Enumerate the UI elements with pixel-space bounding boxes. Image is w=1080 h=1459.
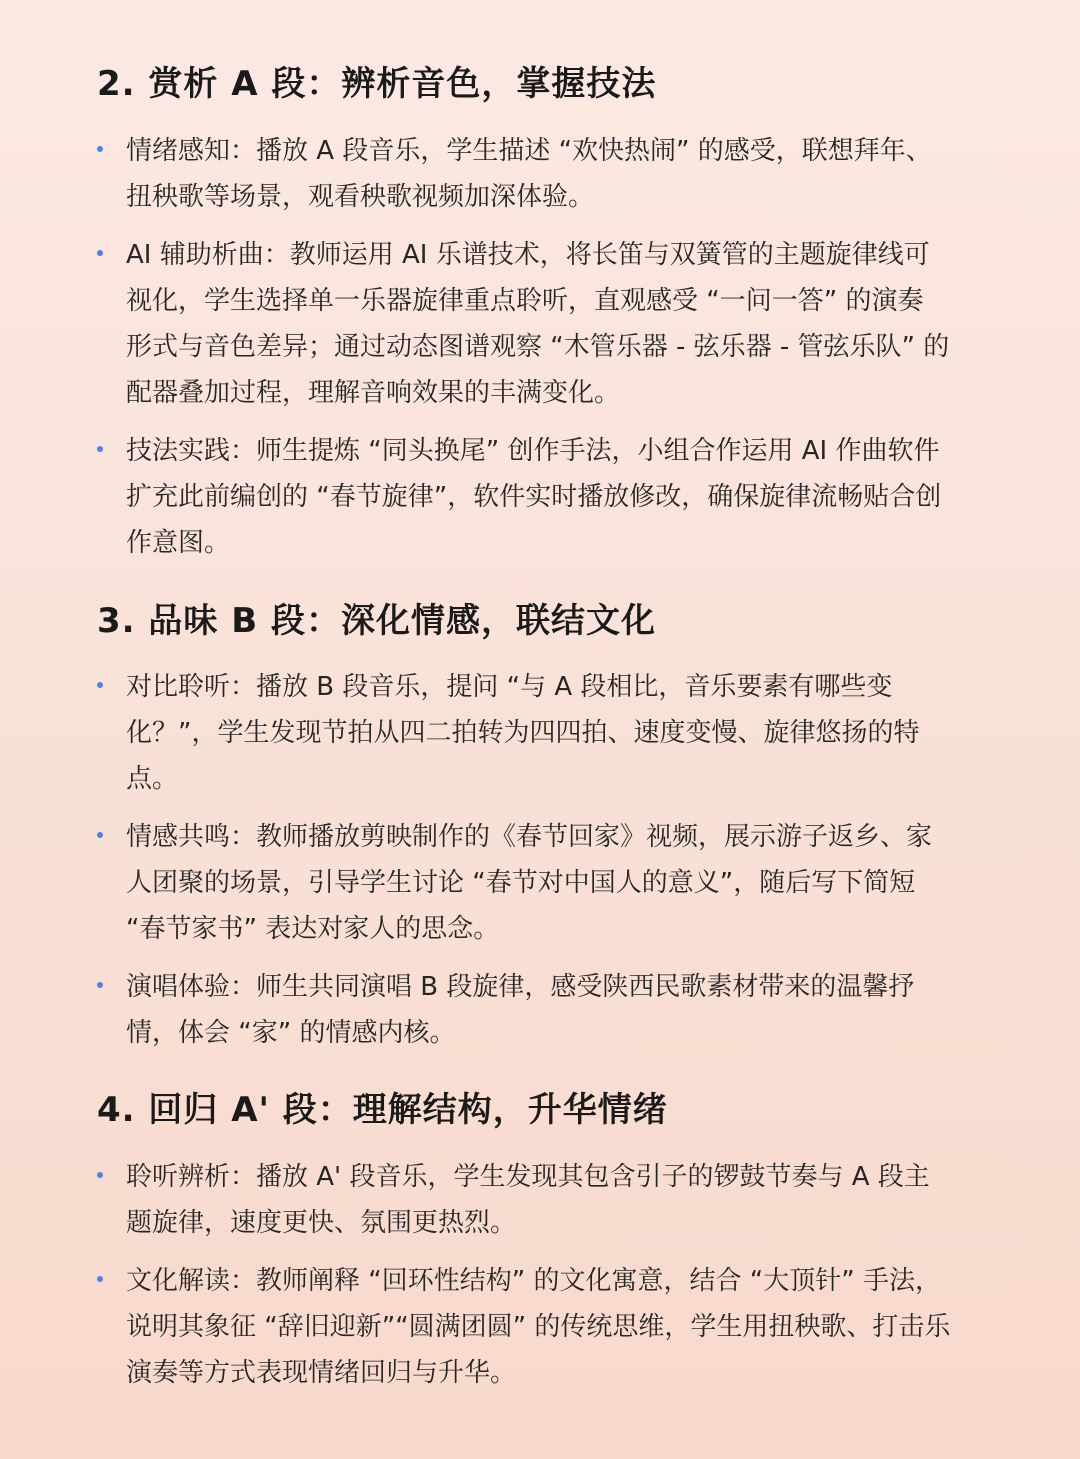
text-line: 化？”，学生发现节拍从四二拍转为四四拍、速度变慢、旋律悠扬的特 xyxy=(126,718,920,748)
bullet-icon xyxy=(97,250,103,256)
text-line: 对比聆听：播放 B 段音乐，提问 “与 A 段相比，音乐要素有哪些变 xyxy=(126,672,893,702)
bullet-icon xyxy=(97,146,103,152)
text-line: “春节家书” 表达对家人的思念。 xyxy=(126,914,500,944)
text-line: 文化解读：教师阐释 “回环性结构” 的文化寓意，结合 “大顶针” 手法， xyxy=(126,1266,941,1296)
bullet-icon xyxy=(97,832,103,838)
text-line: 扩充此前编创的 “春节旋律”，软件实时播放修改，确保旋律流畅贴合创 xyxy=(126,482,942,512)
list-item-text xyxy=(126,964,1006,1056)
text-line: 配器叠加过程，理解音响效果的丰满变化。 xyxy=(126,378,621,408)
text-line: 说明其象征 “辞旧迎新”“圆满团圆” 的传统思维，学生用扭秧歌、打击乐 xyxy=(126,1312,951,1342)
list-item-text xyxy=(126,232,1006,416)
section-title: 4. 回归 A' 段：理解结构，升华情绪 xyxy=(97,1090,668,1130)
list-item-text xyxy=(126,1258,1006,1396)
bullet-icon xyxy=(97,682,103,688)
section-title: 3. 品味 B 段：深化情感，联结文化 xyxy=(97,601,656,641)
list-item-text xyxy=(126,128,1006,220)
list-item-text xyxy=(126,1154,1006,1246)
list-item-text xyxy=(126,428,1006,566)
text-line: 点。 xyxy=(126,764,179,794)
text-line: 形式与音色差异；通过动态图谱观察 “木管乐器 - 弦乐器 - 管弦乐队” 的 xyxy=(126,332,950,362)
text-line: 情，体会 “家” 的情感内核。 xyxy=(126,1018,456,1048)
text-line: 作意图。 xyxy=(126,528,231,558)
text-line: 聆听辨析：播放 A' 段音乐，学生发现其包含引子的锣鼓节奏与 A 段主 xyxy=(126,1162,930,1192)
text-line: 题旋律，速度更快、氛围更热烈。 xyxy=(126,1208,517,1238)
text-line: 情感共鸣：教师播放剪映制作的《春节回家》视频，展示游子返乡、家 xyxy=(126,822,933,852)
list-item-text xyxy=(126,664,1006,802)
text-line: 情绪感知：播放 A 段音乐，学生描述 “欢快热闹” 的感受，联想拜年、 xyxy=(126,136,932,166)
text-line: 技法实践：师生提炼 “同头换尾” 创作手法，小组合作运用 AI 作曲软件 xyxy=(126,436,940,466)
text-line: 视化，学生选择单一乐器旋律重点聆听，直观感受 “一问一答” 的演奏 xyxy=(126,286,924,316)
list-item-text xyxy=(126,814,1006,952)
text-line: AI 辅助析曲：教师运用 AI 乐谱技术，将长笛与双簧管的主题旋律线可 xyxy=(126,240,930,270)
text-line: 扭秧歌等场景，观看秧歌视频加深体验。 xyxy=(126,182,595,212)
bullet-icon xyxy=(97,982,103,988)
text-line: 人团聚的场景，引导学生讨论 “春节对中国人的意义”，随后写下简短 xyxy=(126,868,916,898)
section-title: 2. 赏析 A 段：辨析音色，掌握技法 xyxy=(97,64,657,104)
bullet-icon xyxy=(97,1172,103,1178)
bullet-icon xyxy=(97,446,103,452)
text-line: 演唱体验：师生共同演唱 B 段旋律，感受陕西民歌素材带来的温馨抒 xyxy=(126,972,915,1002)
bullet-icon xyxy=(97,1276,103,1282)
text-line: 演奏等方式表现情绪回归与升华。 xyxy=(126,1358,517,1388)
